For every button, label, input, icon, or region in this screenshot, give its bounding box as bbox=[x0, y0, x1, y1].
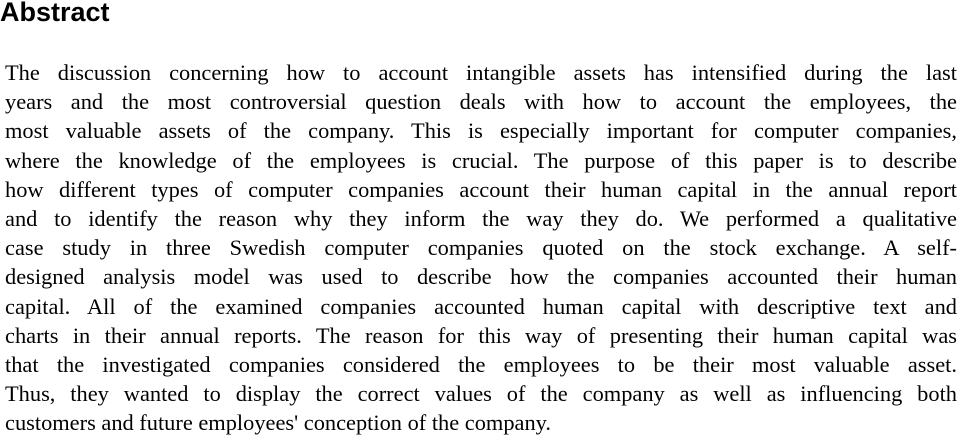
abstract-line-3: most valuable assets of the company. This is especially important for computer companies, bbox=[5, 118, 957, 144]
abstract-line-2: years and the most controversial question deals with how to account the employees, the bbox=[5, 89, 957, 115]
abstract-body bbox=[5, 58, 957, 438]
abstract-line-6: and to identify the reason why they inform the way they do. We performed a qualitative bbox=[5, 206, 957, 232]
abstract-line-5: how different types of computer companies account their human capital in the annual report bbox=[5, 176, 957, 202]
abstract-line-13: customers and future employees' conception of the company. bbox=[5, 410, 552, 436]
abstract-line-7: case study in three Swedish computer companies quoted on the stock exchange. A self- bbox=[5, 235, 957, 261]
abstract-line-8: designed analysis model was used to describe how the companies accounted their human bbox=[5, 264, 957, 290]
abstract-line-9: capital. All of the examined companies accounted human capital with descriptive text and bbox=[5, 293, 957, 319]
abstract-line-4: where the knowledge of the employees is crucial. The purpose of this paper is to describe bbox=[5, 147, 957, 173]
abstract-line-10: charts in their annual reports. The reason for this way of presenting their human capital was bbox=[5, 322, 957, 348]
abstract-heading: Abstract bbox=[0, 0, 110, 27]
abstract-line-12: Thus, they wanted to display the correct values of the company as well as influencing both bbox=[5, 381, 957, 407]
abstract-line-11: that the investigated companies considered the employees to be their most valuable asset. bbox=[5, 352, 957, 378]
abstract-line-1: The discussion concerning how to account intangible assets has intensified during the last bbox=[5, 60, 957, 85]
